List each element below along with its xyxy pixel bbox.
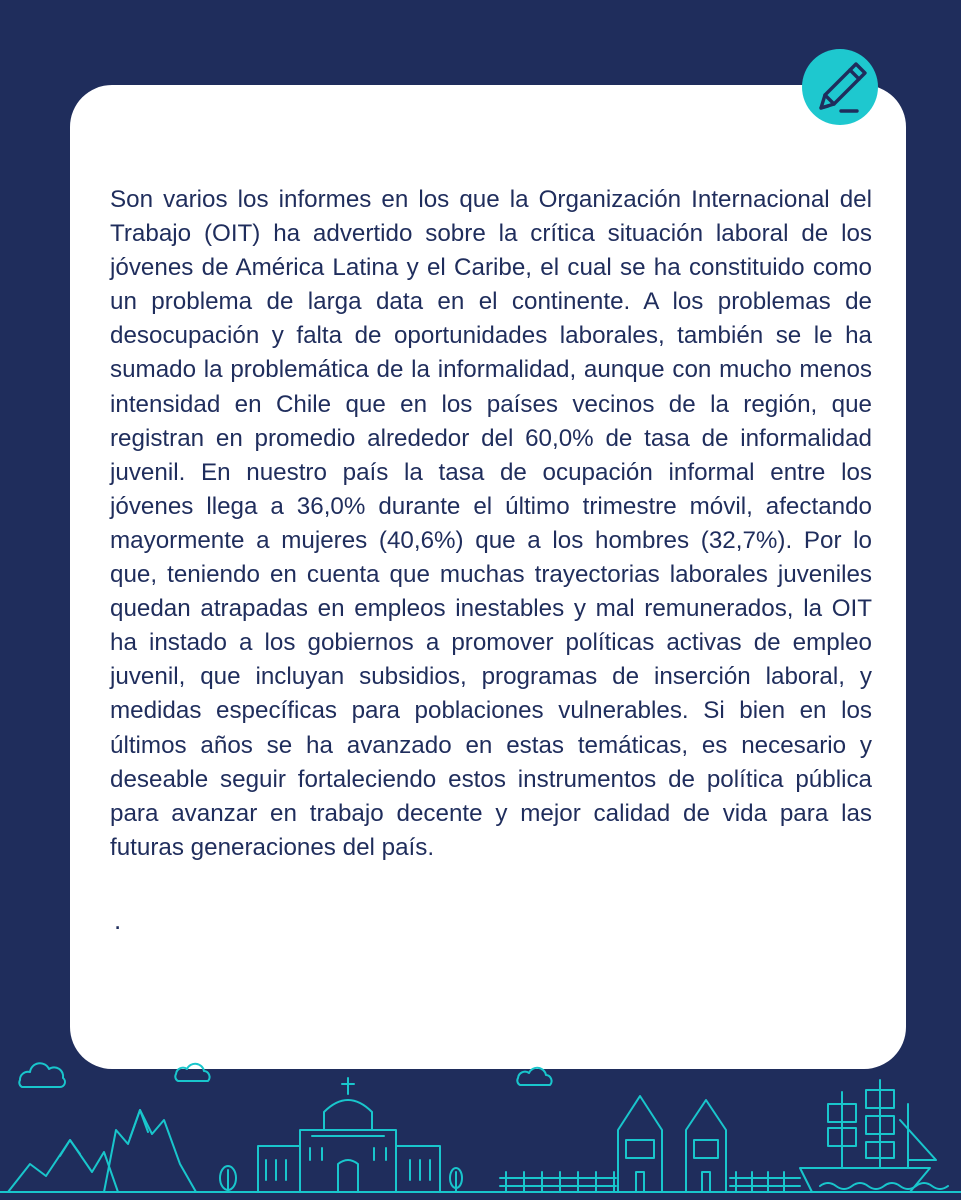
city-skyline-illustration xyxy=(0,1060,961,1200)
cloud-mid xyxy=(175,1064,209,1081)
tower-left xyxy=(618,1096,662,1192)
fence xyxy=(500,1172,616,1192)
cloud-right xyxy=(517,1068,551,1085)
content-card xyxy=(70,85,906,1069)
trailing-dot: . xyxy=(114,905,122,935)
mountains xyxy=(8,1140,118,1192)
tower-right xyxy=(686,1100,726,1192)
pencil-icon xyxy=(787,45,893,129)
cathedral xyxy=(258,1146,300,1192)
cloud-left xyxy=(19,1063,65,1087)
body-paragraph: Son varios los informes en los que la Organización Internacional del Trabajo (OIT) ha advertido sobre la crítica situación laboral de los jóvenes de América Latina y el Caribe, el cual se ha constituido como un problema de larga data en el continente. A los problemas de desocupación y falta de oportunidades laborales, también se le ha sumado la problemática de la informalidad, aunque con mucho menos intensidad en Chile que en los países vecinos de la región, que registran en promedio alrededor del 60,0% de tasa de informalidad juvenil. En nuestro país la tasa de ocupación informal entre los jóvenes llega a 36,0% durante el último trimestre móvil, afectando mayormente a mujeres (40,6%) que a los hombres (32,7%). Por lo que, teniendo en cuenta que muchas trayectorias laborales juveniles quedan atrapadas en empleos inestables y mal remunerados, la OIT ha instado a los gobiernos a promover políticas activas de empleo juvenil, que incluyan subsidios, programas de inserción laboral, y medidas específicas para poblaciones vulnerables. Si bien en los últimos años se ha avanzado en estas temáticas, es necesario y deseable seguir fortaleciendo estos instrumentos de política pública para avanzar en trabajo decente y mejor calidad de vida para las futuras generaciones del país. xyxy=(110,186,872,861)
